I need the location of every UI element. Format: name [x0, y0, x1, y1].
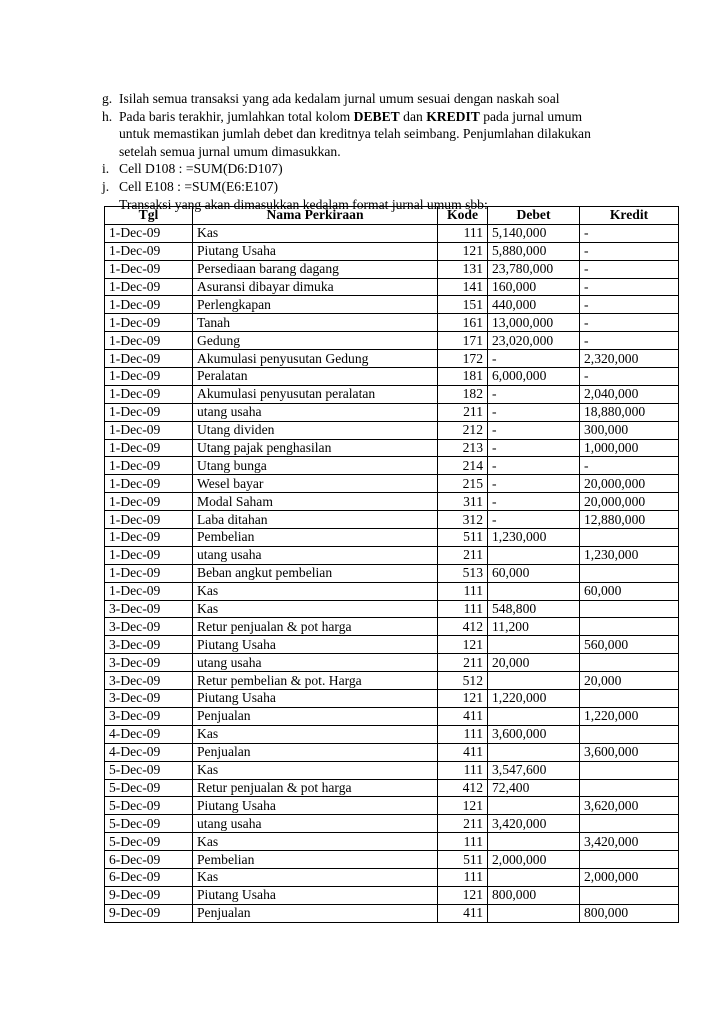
cell-kredit: -	[580, 368, 679, 386]
cell-kode: 211	[438, 403, 488, 421]
cell-tgl: 3-Dec-09	[105, 636, 193, 654]
cell-nama-perkiraan: Penjualan	[193, 707, 438, 725]
instruction-h: h. Pada baris terakhir, jumlahkan total kolom DEBET dan KREDIT pada jurnal umum	[102, 108, 583, 124]
table-row	[105, 618, 679, 636]
cell-debet	[488, 904, 580, 922]
table-row	[105, 815, 679, 833]
cell-kode: 131	[438, 260, 488, 278]
table-row	[105, 582, 679, 600]
cell-nama-perkiraan: Peralatan	[193, 368, 438, 386]
cell-debet: 23,020,000	[488, 332, 580, 350]
cell-kredit: 1,220,000	[580, 707, 679, 725]
table-row	[105, 564, 679, 582]
cell-debet: 160,000	[488, 278, 580, 296]
cell-debet: 11,200	[488, 618, 580, 636]
cell-kredit: 800,000	[580, 904, 679, 922]
cell-kode: 213	[438, 439, 488, 457]
cell-tgl: 1-Dec-09	[105, 564, 193, 582]
header-kode: Kode	[438, 207, 488, 225]
cell-nama-perkiraan: utang usaha	[193, 815, 438, 833]
cell-nama-perkiraan: Pembelian	[193, 529, 438, 547]
table-row	[105, 224, 679, 242]
cell-kode: 121	[438, 886, 488, 904]
cell-tgl: 3-Dec-09	[105, 654, 193, 672]
cell-debet: 3,420,000	[488, 815, 580, 833]
cell-kredit: 1,230,000	[580, 546, 679, 564]
header-nama-perkiraan: Nama Perkiraan	[193, 207, 438, 225]
cell-nama-perkiraan: Perlengkapan	[193, 296, 438, 314]
cell-nama-perkiraan: Piutang Usaha	[193, 797, 438, 815]
instruction-h-line3: setelah semua jurnal umum dimasukkan.	[119, 143, 341, 159]
cell-kredit: -	[580, 242, 679, 260]
table-row	[105, 886, 679, 904]
cell-kredit: 3,420,000	[580, 833, 679, 851]
cell-kredit	[580, 690, 679, 708]
cell-nama-perkiraan: Kas	[193, 725, 438, 743]
cell-nama-perkiraan: Penjualan	[193, 743, 438, 761]
cell-tgl: 3-Dec-09	[105, 690, 193, 708]
cell-debet: -	[488, 439, 580, 457]
instruction-g: g. Isilah semua transaksi yang ada kedalam jurnal umum sesuai dengan naskah soal	[102, 91, 560, 106]
cell-kode: 312	[438, 511, 488, 529]
cell-tgl: 4-Dec-09	[105, 743, 193, 761]
cell-nama-perkiraan: Akumulasi penyusutan Gedung	[193, 350, 438, 368]
cell-debet: 3,547,600	[488, 761, 580, 779]
cell-tgl: 1-Dec-09	[105, 546, 193, 564]
cell-tgl: 1-Dec-09	[105, 439, 193, 457]
cell-kredit	[580, 761, 679, 779]
table-row	[105, 475, 679, 493]
table-row	[105, 439, 679, 457]
cell-nama-perkiraan: Piutang Usaha	[193, 886, 438, 904]
cell-kode: 511	[438, 529, 488, 547]
cell-kredit: 560,000	[580, 636, 679, 654]
cell-kode: 182	[438, 385, 488, 403]
cell-nama-perkiraan: Kas	[193, 868, 438, 886]
cell-tgl: 1-Dec-09	[105, 385, 193, 403]
cell-kode: 214	[438, 457, 488, 475]
table-row	[105, 278, 679, 296]
cell-kredit: 20,000	[580, 672, 679, 690]
cell-nama-perkiraan: Piutang Usaha	[193, 242, 438, 260]
cell-kredit: 20,000,000	[580, 493, 679, 511]
cell-tgl: 9-Dec-09	[105, 904, 193, 922]
table-row	[105, 385, 679, 403]
cell-kredit: 18,880,000	[580, 403, 679, 421]
cell-nama-perkiraan: Beban angkut pembelian	[193, 564, 438, 582]
cell-debet: -	[488, 385, 580, 403]
table-row	[105, 350, 679, 368]
cell-debet	[488, 868, 580, 886]
cell-kredit: 20,000,000	[580, 475, 679, 493]
cell-debet: -	[488, 493, 580, 511]
cell-tgl: 1-Dec-09	[105, 332, 193, 350]
cell-kredit: 300,000	[580, 421, 679, 439]
cell-kode: 411	[438, 904, 488, 922]
cell-kode: 181	[438, 368, 488, 386]
cell-debet: 440,000	[488, 296, 580, 314]
table-row	[105, 493, 679, 511]
cell-nama-perkiraan: Akumulasi penyusutan peralatan	[193, 385, 438, 403]
cell-kode: 311	[438, 493, 488, 511]
cell-nama-perkiraan: Piutang Usaha	[193, 690, 438, 708]
cell-nama-perkiraan: Retur penjualan & pot harga	[193, 618, 438, 636]
cell-kredit: -	[580, 296, 679, 314]
cell-kode: 111	[438, 582, 488, 600]
cell-debet	[488, 833, 580, 851]
cell-tgl: 1-Dec-09	[105, 529, 193, 547]
cell-debet: -	[488, 475, 580, 493]
table-row	[105, 260, 679, 278]
cell-kode: 111	[438, 725, 488, 743]
cell-kode: 141	[438, 278, 488, 296]
cell-debet: -	[488, 403, 580, 421]
cell-tgl: 5-Dec-09	[105, 779, 193, 797]
cell-kode: 111	[438, 224, 488, 242]
table-row	[105, 314, 679, 332]
cell-debet: 72,400	[488, 779, 580, 797]
cell-nama-perkiraan: Gedung	[193, 332, 438, 350]
cell-nama-perkiraan: Utang pajak penghasilan	[193, 439, 438, 457]
cell-tgl: 1-Dec-09	[105, 278, 193, 296]
cell-kode: 411	[438, 707, 488, 725]
cell-nama-perkiraan: Kas	[193, 761, 438, 779]
cell-kredit: -	[580, 278, 679, 296]
cell-debet: 5,880,000	[488, 242, 580, 260]
cell-kredit: 3,600,000	[580, 743, 679, 761]
cell-kode: 111	[438, 833, 488, 851]
table-row	[105, 242, 679, 260]
cell-kredit: 1,000,000	[580, 439, 679, 457]
cell-nama-perkiraan: Asuransi dibayar dimuka	[193, 278, 438, 296]
cell-kredit	[580, 725, 679, 743]
cell-tgl: 1-Dec-09	[105, 224, 193, 242]
table-row	[105, 511, 679, 529]
table-row	[105, 332, 679, 350]
table-row	[105, 833, 679, 851]
cell-debet: 3,600,000	[488, 725, 580, 743]
cell-tgl: 6-Dec-09	[105, 851, 193, 869]
cell-tgl: 1-Dec-09	[105, 493, 193, 511]
cell-tgl: 3-Dec-09	[105, 618, 193, 636]
cell-tgl: 1-Dec-09	[105, 511, 193, 529]
cell-debet: -	[488, 511, 580, 529]
cell-tgl: 1-Dec-09	[105, 368, 193, 386]
table-row	[105, 529, 679, 547]
cell-nama-perkiraan: utang usaha	[193, 546, 438, 564]
cell-kode: 511	[438, 851, 488, 869]
cell-nama-perkiraan: Wesel bayar	[193, 475, 438, 493]
cell-nama-perkiraan: Kas	[193, 600, 438, 618]
header-debet: Debet	[488, 207, 580, 225]
cell-kredit	[580, 851, 679, 869]
cell-debet: 6,000,000	[488, 368, 580, 386]
cell-tgl: 1-Dec-09	[105, 350, 193, 368]
table-row	[105, 368, 679, 386]
table-row	[105, 636, 679, 654]
cell-kredit	[580, 600, 679, 618]
cell-kode: 111	[438, 600, 488, 618]
cell-kode: 211	[438, 546, 488, 564]
cell-kode: 513	[438, 564, 488, 582]
cell-nama-perkiraan: Tanah	[193, 314, 438, 332]
instruction-h-line2: untuk memastikan jumlah debet dan kreditnya telah seimbang. Penjumlahan dilakukan	[119, 126, 591, 142]
table-row	[105, 851, 679, 869]
table-row	[105, 725, 679, 743]
cell-nama-perkiraan: Utang bunga	[193, 457, 438, 475]
table-row	[105, 707, 679, 725]
cell-kode: 111	[438, 868, 488, 886]
cell-kode: 161	[438, 314, 488, 332]
cell-tgl: 3-Dec-09	[105, 707, 193, 725]
cell-kode: 512	[438, 672, 488, 690]
cell-tgl: 9-Dec-09	[105, 886, 193, 904]
cell-kredit: 3,620,000	[580, 797, 679, 815]
cell-tgl: 5-Dec-09	[105, 761, 193, 779]
cell-kode: 412	[438, 618, 488, 636]
header-kredit: Kredit	[580, 207, 679, 225]
cell-kode: 215	[438, 475, 488, 493]
cell-nama-perkiraan: Penjualan	[193, 904, 438, 922]
instructions	[102, 90, 692, 213]
cell-nama-perkiraan: Piutang Usaha	[193, 636, 438, 654]
cell-debet: -	[488, 421, 580, 439]
cell-kredit: 12,880,000	[580, 511, 679, 529]
cell-nama-perkiraan: Kas	[193, 224, 438, 242]
cell-kode: 121	[438, 690, 488, 708]
cell-kode: 121	[438, 797, 488, 815]
cell-debet: 800,000	[488, 886, 580, 904]
cell-kredit: 2,320,000	[580, 350, 679, 368]
cell-debet: -	[488, 457, 580, 475]
cell-debet	[488, 636, 580, 654]
table-row	[105, 296, 679, 314]
cell-debet	[488, 672, 580, 690]
table-row	[105, 546, 679, 564]
header-tgl: Tgl	[105, 207, 193, 225]
cell-tgl: 1-Dec-09	[105, 242, 193, 260]
cell-nama-perkiraan: Retur pembelian & pot. Harga	[193, 672, 438, 690]
cell-debet	[488, 797, 580, 815]
cell-tgl: 1-Dec-09	[105, 475, 193, 493]
table-row	[105, 868, 679, 886]
cell-kredit	[580, 779, 679, 797]
table-row	[105, 743, 679, 761]
cell-kredit: 2,000,000	[580, 868, 679, 886]
cell-kredit	[580, 564, 679, 582]
cell-debet	[488, 707, 580, 725]
cell-debet	[488, 546, 580, 564]
table-row	[105, 797, 679, 815]
cell-kredit: -	[580, 314, 679, 332]
cell-kredit: 60,000	[580, 582, 679, 600]
cell-kode: 121	[438, 242, 488, 260]
cell-kredit	[580, 886, 679, 904]
cell-tgl: 4-Dec-09	[105, 725, 193, 743]
cell-kode: 111	[438, 761, 488, 779]
cell-debet	[488, 743, 580, 761]
instruction-i: i. Cell D108 : =SUM(D6:D107)	[102, 161, 283, 177]
cell-tgl: 1-Dec-09	[105, 296, 193, 314]
cell-kredit	[580, 815, 679, 833]
journal-table	[104, 206, 679, 923]
table-row	[105, 761, 679, 779]
cell-kode: 171	[438, 332, 488, 350]
cell-kode: 212	[438, 421, 488, 439]
cell-debet: 20,000	[488, 654, 580, 672]
cell-nama-perkiraan: Modal Saham	[193, 493, 438, 511]
cell-tgl: 5-Dec-09	[105, 833, 193, 851]
cell-tgl: 5-Dec-09	[105, 797, 193, 815]
cell-debet: 5,140,000	[488, 224, 580, 242]
cell-debet: 1,230,000	[488, 529, 580, 547]
cell-nama-perkiraan: Utang dividen	[193, 421, 438, 439]
table-header-row	[105, 207, 679, 225]
cell-nama-perkiraan: Kas	[193, 833, 438, 851]
cell-nama-perkiraan: Laba ditahan	[193, 511, 438, 529]
cell-kode: 172	[438, 350, 488, 368]
cell-kredit: -	[580, 332, 679, 350]
cell-nama-perkiraan: Kas	[193, 582, 438, 600]
cell-tgl: 1-Dec-09	[105, 582, 193, 600]
cell-kredit	[580, 529, 679, 547]
table-row	[105, 690, 679, 708]
cell-nama-perkiraan: utang usaha	[193, 403, 438, 421]
cell-kredit	[580, 654, 679, 672]
cell-tgl: 5-Dec-09	[105, 815, 193, 833]
cell-kredit: -	[580, 224, 679, 242]
cell-kode: 412	[438, 779, 488, 797]
cell-tgl: 3-Dec-09	[105, 672, 193, 690]
cell-kode: 211	[438, 815, 488, 833]
cell-kode: 411	[438, 743, 488, 761]
cell-tgl: 1-Dec-09	[105, 421, 193, 439]
cell-kode: 121	[438, 636, 488, 654]
cell-debet: 13,000,000	[488, 314, 580, 332]
cell-debet	[488, 582, 580, 600]
instruction-j: j. Cell E108 : =SUM(E6:E107)	[102, 178, 279, 194]
cell-tgl: 1-Dec-09	[105, 314, 193, 332]
cell-kode: 211	[438, 654, 488, 672]
cell-nama-perkiraan: Persediaan barang dagang	[193, 260, 438, 278]
cell-kredit: -	[580, 260, 679, 278]
table-row	[105, 457, 679, 475]
cell-nama-perkiraan: Retur penjualan & pot harga	[193, 779, 438, 797]
table-row	[105, 600, 679, 618]
cell-debet: 60,000	[488, 564, 580, 582]
cell-tgl: 6-Dec-09	[105, 868, 193, 886]
table-row	[105, 904, 679, 922]
cell-kode: 151	[438, 296, 488, 314]
cell-tgl: 1-Dec-09	[105, 260, 193, 278]
cell-kredit: 2,040,000	[580, 385, 679, 403]
table-row	[105, 421, 679, 439]
table-row	[105, 403, 679, 421]
table-row	[105, 779, 679, 797]
cell-nama-perkiraan: utang usaha	[193, 654, 438, 672]
cell-tgl: 3-Dec-09	[105, 600, 193, 618]
cell-kredit	[580, 618, 679, 636]
cell-debet: 1,220,000	[488, 690, 580, 708]
table-row	[105, 654, 679, 672]
journal-body	[105, 224, 679, 922]
table-row	[105, 672, 679, 690]
cell-tgl: 1-Dec-09	[105, 457, 193, 475]
cell-tgl: 1-Dec-09	[105, 403, 193, 421]
cell-kredit: -	[580, 457, 679, 475]
cell-debet: 23,780,000	[488, 260, 580, 278]
cell-debet: 2,000,000	[488, 851, 580, 869]
cell-debet: 548,800	[488, 600, 580, 618]
instruction-j-line2: Transaksi yang akan dimasukkan kedalam format jurnal umum sbb:	[119, 196, 488, 212]
cell-nama-perkiraan: Pembelian	[193, 851, 438, 869]
cell-debet: -	[488, 350, 580, 368]
